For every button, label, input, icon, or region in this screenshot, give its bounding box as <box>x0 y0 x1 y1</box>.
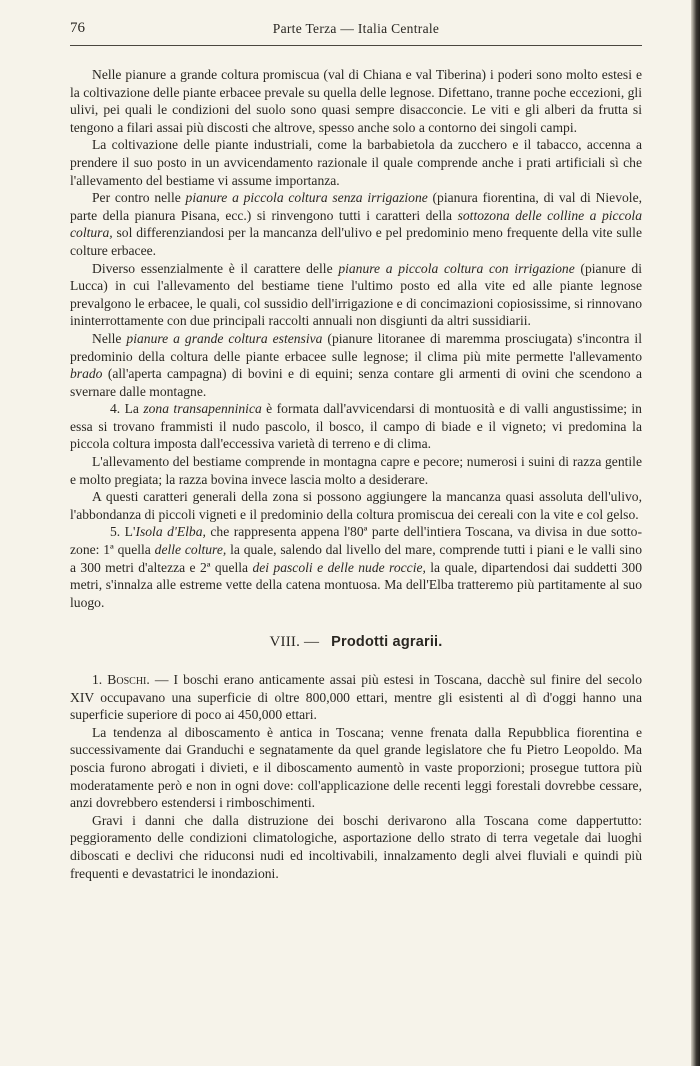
italic-phrase: delle colture, <box>154 542 227 558</box>
italic-phrase: pianure a piccola coltura senza irrigazione <box>185 190 428 206</box>
paragraph <box>70 724 642 812</box>
paragraphs-before <box>70 66 642 611</box>
section-number: VIII. — <box>269 634 320 651</box>
paragraph <box>70 330 642 400</box>
paragraph <box>70 812 642 882</box>
text-run: A questi caratteri generali della zona si possono aggiungere la mancanza quasi assoluta dell'ulivo, l'abbondanza di piccoli vigneti e il predominio della coltura promiscua dei cereali con la vite e col gelso. <box>70 489 642 522</box>
italic-phrase: dei pascoli e delle nude roccie, <box>252 559 426 575</box>
text-run: (pianure litoranee di maremma prosciugata) s'incontra il predominio della coltura delle piante erbacee sulle legnose; il clima più mite permette l'allevamento <box>70 330 642 364</box>
paragraph <box>70 136 642 189</box>
italic-phrase: Isola d'Elba, <box>135 524 206 540</box>
text-run: sol differenziandosi per la mancanza dell'ulivo e pel predominio meno frequente della vite sulle colture erbacee. <box>70 225 642 258</box>
text-run: — I boschi erano anticamente assai più estesi in Toscana, dacchè sul finire del secolo XIV occupavano una superficie di oltre 800,000 ettari, mentre gli esistenti al dì d'oggi hanno una superficie superiore di poco ai 450,000 ettari. <box>70 672 643 723</box>
paragraph <box>70 453 642 488</box>
paragraph <box>70 66 642 136</box>
italic-phrase: brado <box>70 366 103 382</box>
text-run: La coltivazione delle piante industriali, come la barbabietola da zucchero e il tabacco, accenna a prendere il suo posto in un avvicendamento razionale il quale comprende anche i prati artificiali sì che l'allevamento del bestiame vi assume importanza. <box>70 137 642 188</box>
text-run: 4. La <box>110 401 144 417</box>
paragraph <box>70 189 642 259</box>
italic-phrase: pianure a piccola coltura con irrigazione <box>338 260 575 276</box>
italic-phrase: zona transapenninica <box>143 401 262 417</box>
paragraph <box>70 400 642 453</box>
paragraph <box>70 488 642 523</box>
smallcaps-term: Boschi. <box>107 672 150 687</box>
text-run: che rappresenta appena l'80ª parte dell'intiera Toscana, va divisa in due sotto-zone: 1ª quella <box>70 524 642 558</box>
text-run: 1. <box>92 672 108 687</box>
paragraphs-after <box>70 671 642 882</box>
text-run: (pianure di Lucca) in cui l'allevamento del bestiame tiene l'ultimo posto ed alla vite ed alle piante legnose prevalgono le erbacee, le quali, col sussidio dell'irrigazione e di concimazioni copiosissime, si rinnovano ininterrottamente con due principali raccolti annuali non disgiunti da altri sussidiarii. <box>70 260 642 329</box>
text-run: la quale, salendo dal livello del mare, comprende tutti i piani e le valli sino a 300 metri d'altezza e 2ª quella <box>70 542 642 575</box>
text-run: Diverso essenzialmente è il carattere delle <box>92 260 339 276</box>
text-run: La tendenza al diboscamento è antica in Toscana; venne frenata dalla Repubblica fiorentina e successivamente dai Granduchi e segnatamente da quel grande legislatore che fu Pietro Leopoldo. Ma poscia furono abrogati i divieti, e il diboscamento aumentò in vaste proporzioni; prosegue tuttora più moderatamente però e non in ogni dove: coll'applicazione delle recenti leggi forestali dovrebbe cessare, anzi dovrebbero estendersi i rimboschimenti. <box>70 724 642 811</box>
section-title: Prodotti agrarii. <box>331 634 443 651</box>
text-run: Per contro nelle <box>92 190 186 206</box>
italic-phrase: pianure a grande coltura estensiva <box>126 330 323 346</box>
paragraph <box>70 260 642 330</box>
section-heading <box>70 634 642 652</box>
paragraph <box>70 523 642 611</box>
running-title: Parte Terza — Italia Centrale <box>272 21 440 36</box>
page-edge-shadow <box>691 0 700 1066</box>
body-text <box>70 66 642 882</box>
page-number: 76 <box>70 20 85 36</box>
text-run: Nelle pianure a grande coltura promiscua (val di Chiana e val Tiberina) i poderi sono molto estesi e la coltivazione delle piante erbacee prevale su quella delle legnose. Difettano, tranne poche eccezioni, gli ulivi, pei quali le condizioni del suolo sono quasi sempre disacconcie. Le viti e gli alberi da frutta si tengono a filari assai più discosti che altrove, spesso anche solo a contorno dei singoli campi. <box>70 67 642 135</box>
text-run: 5. L' <box>110 524 136 540</box>
text-run: è formata dall'avvicendarsi di montuosità e di valli angustissime; in essa si trovano frammisti il nudo pascolo, il bosco, il campo di biade e il vigneto; vi predomina la piccola coltura imposta dall'eccessiva varietà di terreno e di clima. <box>70 401 642 452</box>
text-run: Nelle <box>92 330 127 346</box>
italic-phrase: sottozona delle colline a piccola coltura, <box>70 207 642 241</box>
text-run: la quale, dipartendosi dai suddetti 300 metri, s'innalza alle estreme vette della catena montuosa. Ma dell'Elba tratteremo più partitamente al suo luogo. <box>70 559 642 610</box>
paragraph <box>70 671 642 724</box>
text-run: L'allevamento del bestiame comprende in montagna capre e pecore; numerosi i suini di razza gentile e molto pregiata; la razza bovina invece lascia molto a desiderare. <box>70 454 642 487</box>
text-run: Gravi i danni che dalla distruzione dei boschi derivarono alla Toscana come dappertutto: peggioramento delle condizioni climatologiche, asportazione dello strato di terra vegetale dai luoghi diboscati e declivi che riduconsi nudi ed incoltivabili, innalzamento degli alvei fluviali e quindi più frequenti e devastatrici le inondazioni. <box>70 812 642 881</box>
header-rule <box>70 45 642 46</box>
text-run: (pianura fiorentina, di val di Nievole, parte della pianura Pisana, ecc.) si rinvengono tutti i caratteri della <box>70 190 643 223</box>
running-head <box>70 20 642 40</box>
text-run: (all'aperta campagna) di bovini e di equini; senza contare gli armenti di ovini che scendono a svernare dalle montagne. <box>70 366 642 399</box>
